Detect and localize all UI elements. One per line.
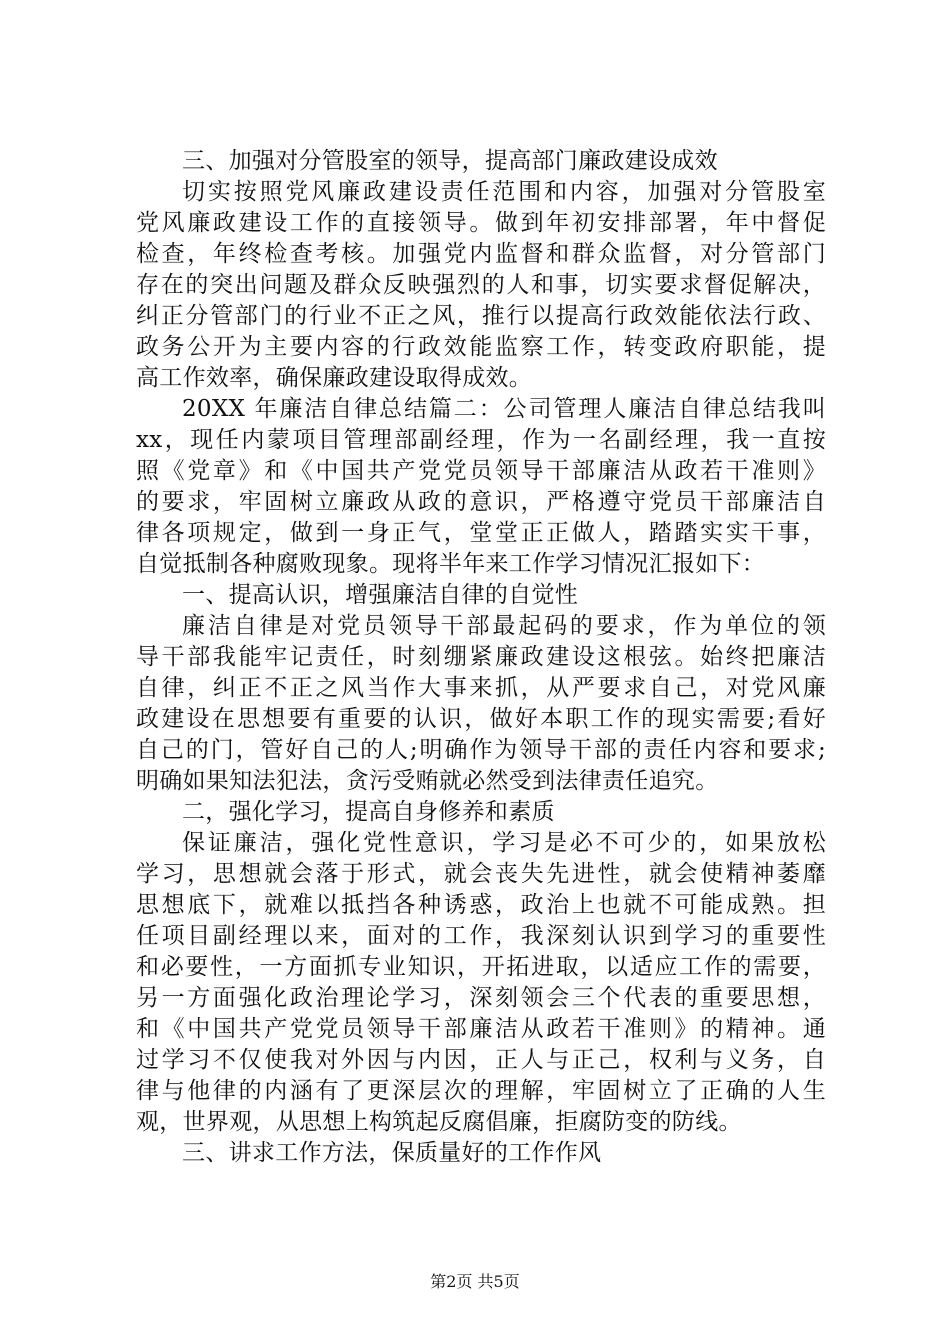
section-heading: 三、加强对分管股室的领导，提高部门廉政建设成效 xyxy=(182,148,718,174)
paragraph-line: 党风廉政建设工作的直接领导。做到年初安排部署，年中督促 xyxy=(136,210,826,236)
paragraph-line: 明确如果知法犯法，贪污受贿就必然受到法律责任追究。 xyxy=(136,768,719,794)
paragraph-line: 照《党章》和《中国共产党党员领导干部廉洁从政若干准则》 xyxy=(136,458,826,484)
paragraph-line: xx，现任内蒙项目管理部副经理，作为一名副经理，我一直按 xyxy=(136,427,826,453)
paragraph-line: 任项目副经理以来，面对的工作，我深刻认识到学习的重要性 xyxy=(136,923,826,949)
paragraph-line: 另一方面强化政治理论学习，深刻领会三个代表的重要思想， xyxy=(136,985,826,1011)
paragraph-line: 和必要性，一方面抓专业知识，开拓进取，以适应工作的需要， xyxy=(136,954,826,980)
paragraph-line: 检查，年终检查考核。加强党内监督和群众监督，对分管部门 xyxy=(136,241,826,267)
document-body xyxy=(136,146,826,1169)
paragraph-line: 律与他律的内涵有了更深层次的理解，牢固树立了正确的人生 xyxy=(136,1078,826,1104)
section-heading: 三、讲求工作方法，保质量好的工作作风 xyxy=(182,1140,602,1166)
section-heading: 二，强化学习，提高自身修养和素质 xyxy=(182,799,555,825)
page-number-footer: 第2页 共5页 xyxy=(430,1272,520,1291)
paragraph-line: 高工作效率，确保廉政建设取得成效。 xyxy=(136,365,533,391)
paragraph-line: 切实按照党风廉政建设责任范围和内容，加强对分管股室 xyxy=(182,179,826,205)
paragraph-line: 纠正分管部门的行业不正之风，推行以提高行政效能依法行政、 xyxy=(136,303,826,329)
paragraph-line: 思想底下，就难以抵挡各种诱惑，政治上也就不可能成熟。担 xyxy=(136,892,826,918)
paragraph-line: 学习，思想就会落于形式，就会丧失先进性，就会使精神萎靡 xyxy=(136,861,826,887)
paragraph-line: 的要求，牢固树立廉政从政的意识，严格遵守党员干部廉洁自 xyxy=(136,489,826,515)
paragraph-line: 20XX 年廉洁自律总结篇二：公司管理人廉洁自律总结我叫 xyxy=(182,396,826,422)
paragraph-line: 过学习不仅使我对外因与内因，正人与正己，权利与义务，自 xyxy=(136,1047,826,1073)
paragraph-line: 导干部我能牢记责任，时刻绷紧廉政建设这根弦。始终把廉洁 xyxy=(136,644,826,670)
paragraph-line: 自律，纠正不正之风当作大事来抓，从严要求自己，对党风廉 xyxy=(136,675,826,701)
paragraph-line: 自觉抵制各种腐败现象。现将半年来工作学习情况汇报如下： xyxy=(136,551,766,577)
paragraph-line: 和《中国共产党党员领导干部廉洁从政若干准则》的精神。通 xyxy=(136,1016,826,1042)
section-heading: 一、提高认识，增强廉洁自律的自觉性 xyxy=(182,582,579,608)
paragraph-line: 律各项规定，做到一身正气，堂堂正正做人，踏踏实实干事， xyxy=(136,520,826,546)
paragraph-line: 政务公开为主要内容的行政效能监察工作，转变政府职能，提 xyxy=(136,334,826,360)
paragraph-line: 观，世界观，从思想上构筑起反腐倡廉，拒腐防变的防线。 xyxy=(136,1109,742,1135)
paragraph-line: 廉洁自律是对党员领导干部最起码的要求，作为单位的领 xyxy=(182,613,826,639)
paragraph-line: 保证廉洁，强化党性意识，学习是必不可少的，如果放松 xyxy=(182,830,826,856)
paragraph-line: 自己的门，管好自己的人;明确作为领导干部的责任内容和要求; xyxy=(136,737,826,763)
paragraph-line: 存在的突出问题及群众反映强烈的人和事，切实要求督促解决， xyxy=(136,272,826,298)
paragraph-line: 政建设在思想要有重要的认识，做好本职工作的现实需要;看好 xyxy=(136,706,826,732)
